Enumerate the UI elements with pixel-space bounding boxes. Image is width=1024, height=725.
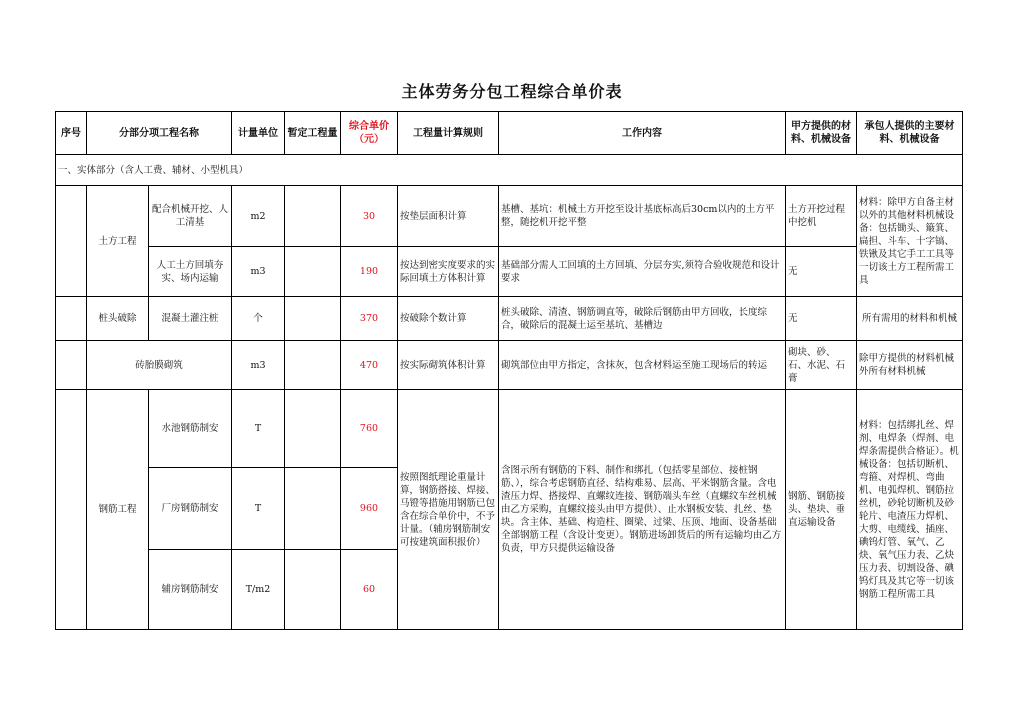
group-cell: 桩头破除 [87,297,149,341]
item-price: 760 [341,390,398,468]
item-party-a: 钢筋、钢筋接头、垫块、垂直运输设备 [786,390,857,630]
header-qty: 暂定工程量 [285,112,341,155]
qty-cell [285,247,341,297]
section-row [56,155,963,186]
qty-cell [285,297,341,341]
item-price: 190 [341,247,398,297]
section-title: 一、实体部分（含人工费、辅材、小型机具） [56,155,963,186]
header-price: 综合单价（元） [341,112,398,155]
header-party-a: 甲方提供的材料、机械设备 [786,112,857,155]
group-cell: 钢筋工程 [87,390,149,630]
table-row [56,247,963,297]
item-party-a: 砌块、砂、石、水泥、石膏 [786,341,857,390]
item-rule: 按垫层面积计算 [398,186,499,247]
item-name: 人工土方回填夯实、场内运输 [149,247,232,297]
item-price: 30 [341,186,398,247]
item-name: 砖胎膜砌筑 [87,341,232,390]
item-content: 基础部分需人工回填的土方回填、分层夯实,须符合验收规范和设计要求 [499,247,786,297]
item-rule: 按照图纸理论重量计算，钢筋搭接、焊接、马镫等措施用钢筋已包含在综合单价中，不予计量。（辅房钢筋制安可按建筑面积报价） [398,390,499,630]
header-seq: 序号 [56,112,87,155]
item-party-a: 土方开挖过程中挖机 [786,186,857,247]
item-unit: m3 [232,341,285,390]
header-rule: 工程量计算规则 [398,112,499,155]
item-party-a: 无 [786,297,857,341]
item-rule: 按实际砌筑体积计算 [398,341,499,390]
qty-cell [285,341,341,390]
item-name: 配合机械开挖、人工清基 [149,186,232,247]
qty-cell [285,186,341,247]
qty-cell [285,550,341,630]
page-title: 主体劳务分包工程综合单价表 [401,82,623,101]
item-unit: m2 [232,186,285,247]
qty-cell [285,390,341,468]
table-row [56,186,963,247]
item-name: 辅房钢筋制安 [149,550,232,630]
item-contractor: 材料：除甲方自备主材以外的其他材料机械设备：包括锄头、簸箕、扁担、斗车、十字镐、铁锹及其它手工工具等一切该土方工程所需工具 [857,186,963,297]
item-content: 基槽、基坑：机械土方开挖至设计基底标高后30cm以内的土方平整，随挖机开挖平整 [499,186,786,247]
table-row [56,390,963,468]
item-name: 厂房钢筋制安 [149,468,232,550]
qty-cell [285,468,341,550]
item-price: 470 [341,341,398,390]
header-content: 工作内容 [499,112,786,155]
item-unit: T [232,468,285,550]
item-price: 370 [341,297,398,341]
item-unit: T/m2 [232,550,285,630]
seq-cell [56,390,87,630]
item-party-a: 无 [786,247,857,297]
item-name: 水池钢筋制安 [149,390,232,468]
item-unit: T [232,390,285,468]
seq-cell [56,186,87,297]
item-contractor: 所有需用的材料和机械 [857,297,963,341]
item-rule: 按达到密实度要求的实际回填土方体积计算 [398,247,499,297]
table-row [56,297,963,341]
item-unit: 个 [232,297,285,341]
item-contractor: 除甲方提供的材料机械外所有材料机械 [857,341,963,390]
item-unit: m3 [232,247,285,297]
item-rule: 按破除个数计算 [398,297,499,341]
header-row [56,112,963,155]
item-content: 砌筑部位由甲方指定，含抹灰，包含材料运至施工现场后的转运 [499,341,786,390]
table-row [56,341,963,390]
header-contractor: 承包人提供的主要材料、机械设备 [857,112,963,155]
item-content: 含图示所有钢筋的下料、制作和绑扎（包括零星部位、接桩钢筋、），综合考虑钢筋直径、结构难易、层高、平米钢筋含量。含电渣压力焊、搭接焊、直螺纹连接、钢筋端头车丝（直螺纹车丝机械由乙方采购，直螺纹接头由甲方提供）、止水钢板安装、扎丝、垫块。含主体、基础、构造柱、圈梁、过梁、压顶、地面、设备基础全部钢筋工程（含设计变更）。钢筋进场卸货后的所有运输均由乙方负责，甲方只提供运输设备 [499,390,786,630]
item-price: 960 [341,468,398,550]
seq-cell [56,341,87,390]
item-name: 混凝土灌注桩 [149,297,232,341]
unit-price-table [55,111,963,630]
group-cell: 土方工程 [87,186,149,297]
seq-cell [56,297,87,341]
item-price: 60 [341,550,398,630]
header-name: 分部分项工程名称 [87,112,232,155]
item-contractor: 材料：包括绑扎丝、焊剂、电焊条（焊剂、电焊条需提供合格证）。机械设备：包括切断机、弯箍、对焊机、弯曲机、电弧焊机、钢筋拉丝机，砂轮切断机及砂轮片、电渣压力焊机、大剪、电缆线、插座、碘钨灯管、氧气、乙炔、氧气压力表、乙炔压力表、切割设备、碘钨灯具及其它等一切该钢筋工程所需工具 [857,390,963,630]
item-content: 桩头破除、清渣、钢筋调直等，破除后钢筋由甲方回收，长度综合，破除后的混凝土运至基坑、基槽边 [499,297,786,341]
header-unit: 计量单位 [232,112,285,155]
